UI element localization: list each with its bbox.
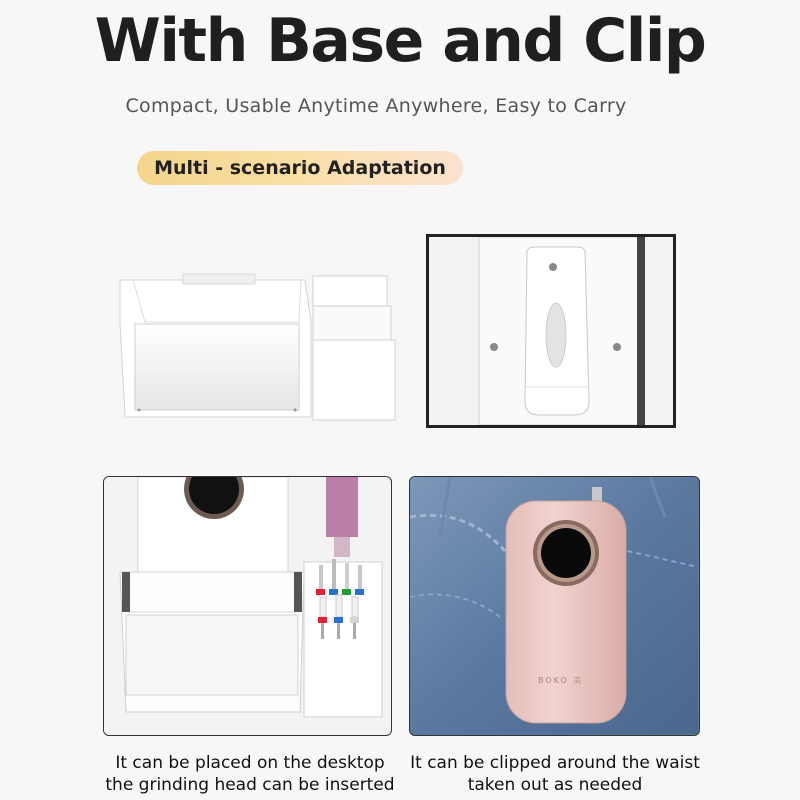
page-title: With Base and Clip — [94, 6, 706, 76]
device-brand-text: BOKO 美 — [538, 676, 584, 685]
caption-waist — [400, 752, 710, 796]
base-photo — [103, 476, 392, 736]
page-subtitle: Compact, Usable Anytime Anywhere, Easy to Carry — [125, 95, 627, 117]
belt-clip-image — [429, 237, 673, 425]
waist-photo — [409, 476, 700, 736]
clipped-device-image — [410, 477, 698, 734]
base-with-bits-image — [104, 477, 390, 734]
base-product-image — [115, 262, 405, 432]
caption-desktop-line2: the grinding head can be inserted — [105, 775, 395, 795]
caption-desktop-line1: It can be placed on the desktop — [115, 753, 385, 773]
feature-badge — [137, 151, 463, 185]
caption-desktop — [100, 752, 400, 796]
caption-waist-line1: It can be clipped around the waist — [410, 753, 700, 773]
clip-photo — [426, 234, 676, 428]
caption-waist-line2: taken out as needed — [467, 775, 643, 795]
feature-badge-label: Multi - scenario Adaptation — [154, 157, 446, 179]
